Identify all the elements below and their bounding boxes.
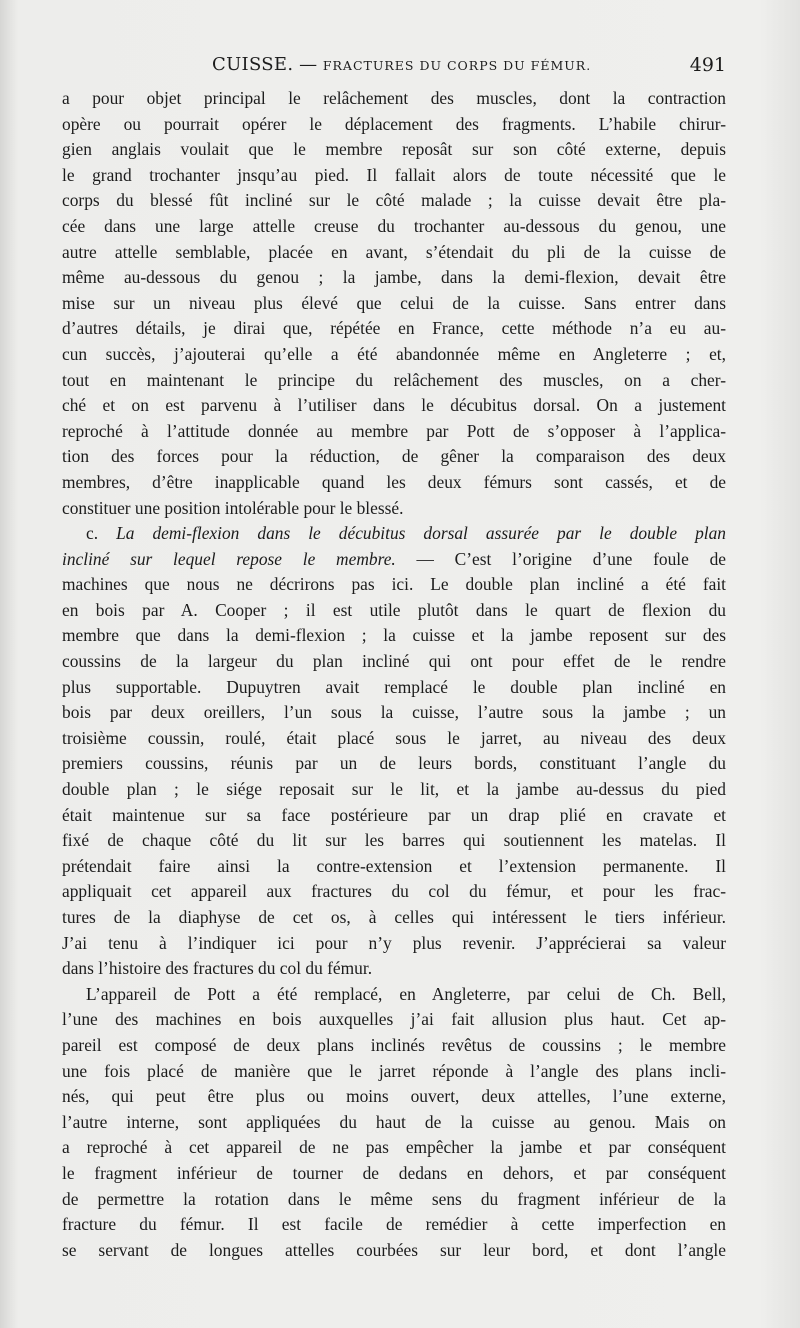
paragraph-line: J’ai tenu à l’indiquer ici pour n’y plus revenir. J’apprécierai sa valeur bbox=[62, 932, 726, 953]
running-title-main: CUISSE. bbox=[212, 54, 294, 75]
paragraph-line: a pour objet principal le relâchement des muscles, dont la contraction bbox=[62, 88, 726, 108]
paragraph-2-body bbox=[62, 572, 726, 982]
paragraph-line: membres, d’être inapplicable quand les deux fémurs sont cassés, et de bbox=[62, 471, 726, 492]
paragraph-line: corps du blessé fût incliné sur le côté malade ; la cuisse devait être pla- bbox=[62, 190, 726, 211]
paragraph-line: cun succès, j’ajouterai qu’elle a été abandonnée même en Angleterre ; et, bbox=[62, 343, 726, 364]
running-header bbox=[62, 54, 726, 82]
paragraph-line: se servant de longues attelles courbées sur leur bord, et dont l’angle bbox=[62, 1239, 726, 1260]
paragraph-line: l’autre interne, sont appliquées du haut de la cuisse au genou. Mais on bbox=[62, 1111, 726, 1132]
paragraph-line: bois par deux oreillers, l’un sous la cuisse, l’autre sous la jambe ; un bbox=[62, 702, 726, 723]
paragraph-line: de permettre la rotation dans le même sens du fragment inférieur de la bbox=[62, 1188, 726, 1209]
paragraph-line bbox=[62, 547, 726, 573]
paragraph-line: prétendait faire ainsi la contre-extension et l’extension permanente. Il bbox=[62, 855, 726, 876]
paragraph-line: ché et on est parvenu à l’utiliser dans le décubitus dorsal. On a justement bbox=[62, 395, 726, 416]
paragraph-3 bbox=[62, 982, 726, 1264]
paragraph-line: opère ou pourrait opérer le déplacement des fragments. L’habile chirur- bbox=[62, 113, 726, 134]
paragraph-line: double plan ; le siége reposait sur le lit, et la jambe au-dessus du pied bbox=[62, 779, 726, 800]
paragraph-line: en bois par A. Cooper ; il est utile plutôt dans le quart de flexion du bbox=[62, 599, 726, 620]
paragraph-line: L’appareil de Pott a été remplacé, en Angleterre, par celui de Ch. Bell, bbox=[86, 983, 726, 1004]
paragraph-line: le fragment inférieur de tourner de dedans en dehors, et par conséquent bbox=[62, 1162, 726, 1183]
paragraph-line: reproché à l’attitude donnée au membre par Pott de s’opposer à l’applica- bbox=[62, 420, 726, 441]
section-heading: La demi-flexion dans le décubitus dorsal assurée par le double plan bbox=[116, 523, 726, 544]
page-number: 491 bbox=[689, 54, 726, 76]
paragraph-line: autre attelle semblable, placée en avant, s’étendait du pli de la cuisse de bbox=[62, 241, 726, 262]
paragraph-line: constituer une position intolérable pour le blessé. bbox=[62, 497, 404, 518]
paragraph-line: dans l’histoire des fractures du col du fémur. bbox=[62, 958, 373, 979]
paragraph-line: plus supportable. Dupuytren avait remplacé le double plan incliné en bbox=[62, 676, 726, 697]
paragraph-line: membre que dans la demi-flexion ; la cuisse et la jambe reposent sur des bbox=[62, 625, 726, 646]
paragraph-line: l’une des machines en bois auxquelles j’ai fait allusion plus haut. Cet ap- bbox=[62, 1009, 726, 1030]
section-marker: c. bbox=[86, 523, 117, 544]
paragraph-line: nés, qui peut être plus ou moins ouvert, deux attelles, l’une externe, bbox=[62, 1086, 726, 1107]
paragraph-line: le grand trochanter jnsqu’au pied. Il fallait alors de toute nécessité que le bbox=[62, 164, 726, 185]
paragraph-line: coussins de la largeur du plan incliné qui ont pour effet de le rendre bbox=[62, 651, 726, 672]
paragraph-line: une fois placé de manière que le jarret réponde à l’angle des plans incli- bbox=[62, 1060, 726, 1081]
paragraph-line: tout en maintenant le principe du relâchement des muscles, on a cher- bbox=[62, 369, 726, 390]
running-title-separator: — bbox=[293, 54, 323, 75]
running-title bbox=[212, 54, 591, 75]
paragraph-line: d’autres détails, je dirai que, répétée en France, cette méthode n’a eu au- bbox=[62, 318, 726, 339]
paragraph-line: tures de la diaphyse de cet os, à celles qui intéressent le tiers inférieur. bbox=[62, 907, 726, 927]
paragraph-2 bbox=[62, 521, 726, 982]
paragraph-line bbox=[62, 521, 726, 547]
paragraph-line: appliquait cet appareil aux fractures du col du fémur, et pour les frac- bbox=[62, 881, 726, 902]
paragraph-line: était maintenue sur sa face postérieure par un drap plié en cravate et bbox=[62, 804, 726, 825]
paragraph-line: tion des forces pour la réduction, de gêner la comparaison des deux bbox=[62, 446, 726, 467]
running-title-sub: FRACTURES DU CORPS DU FÉMUR. bbox=[322, 58, 592, 73]
body-text bbox=[62, 86, 726, 1263]
paragraph-line: cée dans une large attelle creuse du trochanter au-dessous du genou, une bbox=[62, 215, 726, 236]
paragraph-line: même au-dessous du genou ; la jambe, dans la demi-flexion, devait être bbox=[62, 267, 726, 288]
paragraph-line: machines que nous ne décrirons pas ici. Le double plan incliné a été fait bbox=[62, 574, 726, 595]
paragraph-line: pareil est composé de deux plans inclinés revêtus de coussins ; le membre bbox=[62, 1034, 726, 1055]
paragraph-text: — C’est l’origine d’une foule de bbox=[395, 548, 726, 569]
paragraph-line: fixé de chaque côté du lit sur les barres qui soutiennent les matelas. Il bbox=[62, 830, 726, 851]
paragraph-line: mise sur un niveau plus élevé que celui de la cuisse. Sans entrer dans bbox=[62, 292, 726, 313]
paragraph-1 bbox=[62, 86, 726, 521]
paragraph-line: gien anglais voulait que le membre reposât sur son côté externe, depuis bbox=[62, 139, 726, 160]
paragraph-line: fracture du fémur. Il est facile de remédier à cette imperfection en bbox=[62, 1214, 726, 1235]
paragraph-line: troisième coussin, roulé, était placé sous le jarret, au niveau des deux bbox=[62, 727, 726, 748]
paragraph-line: premiers coussins, réunis par un de leurs bords, constituant l’angle du bbox=[62, 753, 726, 774]
paragraph-line: a reproché à cet appareil de ne pas empêcher la jambe et par conséquent bbox=[62, 1137, 726, 1158]
section-heading-cont: incliné sur lequel repose le membre. bbox=[62, 548, 396, 569]
